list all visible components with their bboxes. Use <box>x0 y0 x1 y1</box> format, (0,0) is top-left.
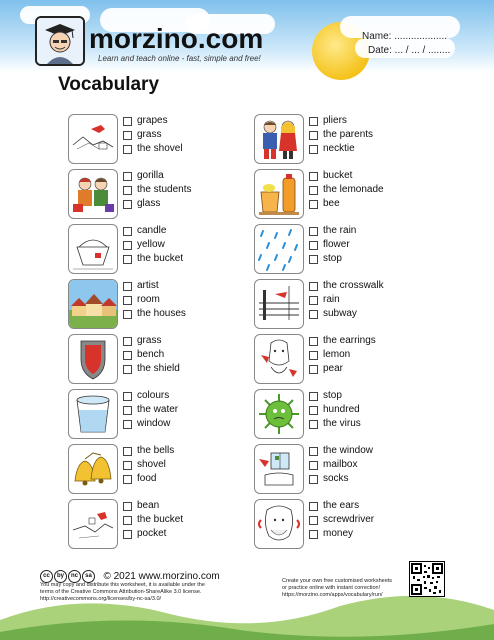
option[interactable]: flower <box>309 238 356 252</box>
vocab-item <box>68 444 268 496</box>
checkbox-icon[interactable] <box>123 475 132 484</box>
option[interactable]: pliers <box>309 114 373 128</box>
options <box>123 279 186 321</box>
checkbox-icon[interactable] <box>309 241 318 250</box>
checkbox-icon[interactable] <box>123 530 132 539</box>
crosswalk-icon <box>254 279 304 329</box>
options <box>309 499 374 541</box>
parents-icon <box>254 114 304 164</box>
vocab-item <box>68 169 268 221</box>
checkbox-icon[interactable] <box>309 392 318 401</box>
checkbox-icon[interactable] <box>309 337 318 346</box>
option[interactable]: food <box>123 472 174 486</box>
option[interactable]: artist <box>123 279 186 293</box>
checkbox-icon[interactable] <box>123 365 132 374</box>
option[interactable]: grapes <box>123 114 183 128</box>
options <box>123 334 180 376</box>
option[interactable]: the rain <box>309 224 356 238</box>
checkbox-icon[interactable] <box>123 200 132 209</box>
checkbox-icon[interactable] <box>123 516 132 525</box>
vocab-item <box>68 334 268 386</box>
option[interactable]: necktie <box>309 142 373 156</box>
option[interactable]: the earrings <box>309 334 376 348</box>
grapes-icon <box>68 114 118 164</box>
checkbox-icon[interactable] <box>309 296 318 305</box>
checkbox-icon[interactable] <box>123 392 132 401</box>
option[interactable]: room <box>123 293 186 307</box>
option[interactable]: the bucket <box>123 513 183 527</box>
bells-icon <box>68 444 118 494</box>
cc-icon: cc <box>40 570 53 583</box>
vocab-item <box>254 334 454 386</box>
checkbox-icon[interactable] <box>309 131 318 140</box>
checkbox-icon[interactable] <box>309 145 318 154</box>
option[interactable]: stop <box>309 389 361 403</box>
option[interactable]: subway <box>309 307 384 321</box>
option[interactable]: rain <box>309 293 384 307</box>
checkbox-icon[interactable] <box>123 172 132 181</box>
vocab-item <box>254 279 454 331</box>
option[interactable]: the bucket <box>123 252 183 266</box>
checkbox-icon[interactable] <box>123 227 132 236</box>
option[interactable]: grass <box>123 334 180 348</box>
checkbox-icon[interactable] <box>123 117 132 126</box>
checkbox-icon[interactable] <box>309 310 318 319</box>
virus-icon <box>254 389 304 439</box>
license-link[interactable]: http://creativecommons.org/licenses/by-nc-sa/3.0/ <box>40 596 162 602</box>
options <box>309 389 361 431</box>
checkbox-icon[interactable] <box>123 447 132 456</box>
checkbox-icon[interactable] <box>309 420 318 429</box>
copyright-text: © 2021 www.morzino.com <box>103 571 220 583</box>
option[interactable]: the water <box>123 403 178 417</box>
checkbox-icon[interactable] <box>123 282 132 291</box>
vocab-item <box>254 444 454 496</box>
options <box>123 224 183 266</box>
checkbox-icon[interactable] <box>309 447 318 456</box>
option[interactable]: money <box>309 527 374 541</box>
checkbox-icon[interactable] <box>123 131 132 140</box>
options <box>123 389 178 431</box>
vocab-item <box>254 389 454 441</box>
page-title: Vocabulary <box>58 74 160 95</box>
checkbox-icon[interactable] <box>309 227 318 236</box>
checkbox-icon[interactable] <box>123 241 132 250</box>
option[interactable]: lemon <box>309 348 376 362</box>
nc-icon: nc <box>68 570 81 583</box>
option[interactable]: the shield <box>123 362 180 376</box>
option[interactable]: stop <box>309 252 356 266</box>
options <box>123 114 183 156</box>
vocab-item <box>68 499 268 551</box>
option[interactable]: the bells <box>123 444 174 458</box>
checkbox-icon[interactable] <box>309 475 318 484</box>
options <box>309 114 373 156</box>
option[interactable]: bench <box>123 348 180 362</box>
date-field-label: Date: ... / ... / ........ <box>368 45 451 56</box>
option[interactable]: bee <box>309 197 384 211</box>
checkbox-icon[interactable] <box>123 310 132 319</box>
option[interactable]: the window <box>309 444 373 458</box>
checkbox-icon[interactable] <box>309 282 318 291</box>
checkbox-icon[interactable] <box>309 186 318 195</box>
vocab-item <box>254 224 454 276</box>
option[interactable]: the students <box>123 183 191 197</box>
options <box>309 224 356 266</box>
option[interactable]: the lemonade <box>309 183 384 197</box>
checkbox-icon[interactable] <box>123 406 132 415</box>
options <box>309 279 384 321</box>
option[interactable]: bean <box>123 499 183 513</box>
options <box>309 169 384 211</box>
bucket-icon <box>68 224 118 274</box>
option[interactable]: shovel <box>123 458 174 472</box>
option[interactable]: window <box>123 417 178 431</box>
option[interactable]: hundred <box>309 403 361 417</box>
option[interactable]: bucket <box>309 169 384 183</box>
checkbox-icon[interactable] <box>309 351 318 360</box>
checkbox-icon[interactable] <box>123 145 132 154</box>
checkbox-icon[interactable] <box>309 200 318 209</box>
earrings-icon <box>254 334 304 384</box>
shield-icon <box>68 334 118 384</box>
checkbox-icon[interactable] <box>123 351 132 360</box>
checkbox-icon[interactable] <box>123 296 132 305</box>
license-text: You may copy and distribute this worksheet, it is available under the terms of the Creative Commons Attribution-ShareAlike 3.0 license. http://creativecommons.org/licenses/by-nc-sa/3.0/ <box>40 582 240 603</box>
option[interactable]: glass <box>123 197 191 211</box>
name-date-box <box>362 30 450 58</box>
option[interactable]: the parents <box>309 128 373 142</box>
checkbox-icon[interactable] <box>309 365 318 374</box>
morzino-logo <box>35 16 85 66</box>
options <box>309 334 376 376</box>
vocab-item <box>68 224 268 276</box>
options <box>123 499 183 541</box>
option[interactable]: mailbox <box>309 458 373 472</box>
options <box>309 444 373 486</box>
option[interactable]: pear <box>309 362 376 376</box>
checkbox-icon[interactable] <box>123 186 132 195</box>
create-worksheets-text: Create your own free customised worksheets or practice online with instant correction! https://morzino.com/apps/vocabulary/run/ <box>282 578 407 599</box>
checkbox-icon[interactable] <box>309 172 318 181</box>
options <box>123 444 174 486</box>
option[interactable]: the houses <box>123 307 186 321</box>
checkbox-icon[interactable] <box>309 406 318 415</box>
vocab-item <box>68 389 268 441</box>
houses-icon <box>68 279 118 329</box>
vocab-item <box>254 169 454 221</box>
rain-icon <box>254 224 304 274</box>
window-icon <box>254 444 304 494</box>
option[interactable]: yellow <box>123 238 183 252</box>
option[interactable]: the crosswalk <box>309 279 384 293</box>
option[interactable]: grass <box>123 128 183 142</box>
option[interactable]: the virus <box>309 417 361 431</box>
bean-icon <box>68 499 118 549</box>
checkbox-icon[interactable] <box>309 255 318 264</box>
brand-name: morzino.com <box>89 23 264 54</box>
water-glass-icon <box>68 389 118 439</box>
checkbox-icon[interactable] <box>309 461 318 470</box>
name-field-label: Name: ................... <box>362 31 448 42</box>
option[interactable]: candle <box>123 224 183 238</box>
checkbox-icon[interactable] <box>123 420 132 429</box>
by-icon: by <box>54 570 67 583</box>
checkbox-icon[interactable] <box>123 502 132 511</box>
vocab-item <box>254 114 454 166</box>
checkbox-icon[interactable] <box>309 117 318 126</box>
options <box>123 169 191 211</box>
lemonade-icon <box>254 169 304 219</box>
checkbox-icon[interactable] <box>309 502 318 511</box>
checkbox-icon[interactable] <box>309 516 318 525</box>
option[interactable]: the shovel <box>123 142 183 156</box>
app-link[interactable]: https://morzino.com/apps/vocabulary/run/ <box>282 592 383 598</box>
option[interactable]: screwdriver <box>309 513 374 527</box>
qr-code-icon[interactable] <box>409 561 445 597</box>
tagline: Learn and teach online - fast, simple and free! <box>98 54 261 63</box>
option[interactable]: the ears <box>309 499 374 513</box>
option[interactable]: colours <box>123 389 178 403</box>
vocab-item <box>254 499 454 551</box>
checkbox-icon[interactable] <box>123 461 132 470</box>
sa-icon: sa <box>82 570 95 583</box>
checkbox-icon[interactable] <box>123 337 132 346</box>
option[interactable]: pocket <box>123 527 183 541</box>
option[interactable]: gorilla <box>123 169 191 183</box>
vocab-item <box>68 114 268 166</box>
students-icon <box>68 169 118 219</box>
checkbox-icon[interactable] <box>309 530 318 539</box>
checkbox-icon[interactable] <box>123 255 132 264</box>
ears-icon <box>254 499 304 549</box>
option[interactable]: socks <box>309 472 373 486</box>
vocab-item <box>68 279 268 331</box>
